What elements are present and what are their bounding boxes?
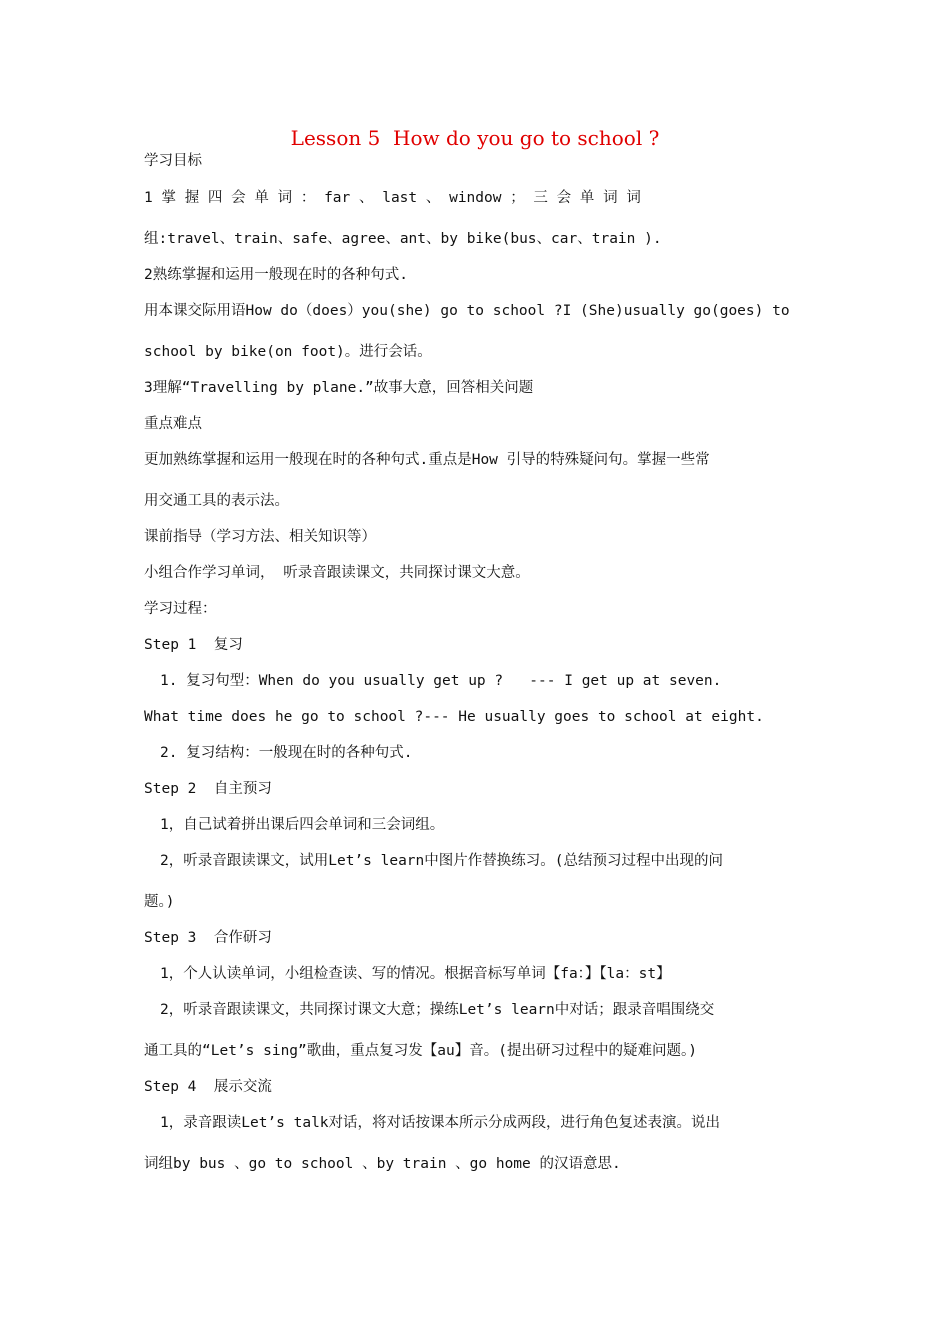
step-1-item-1: 1. 复习句型：When do you usually get up ? --- I get up at seven.	[160, 673, 722, 689]
step-2-item-1: 1，自己试着拼出课后四会单词和三会词组。	[160, 817, 445, 833]
goal-2: 2熟练掌握和运用一般现在时的各种句式.	[144, 267, 408, 283]
step-4-heading: Step 4 展示交流	[144, 1079, 272, 1095]
step-1-item-2: 2. 复习结构：一般现在时的各种句式.	[160, 745, 413, 761]
step-2-item-2: 2，听录音跟读课文，试用Let’s learn中图片作替换练习。(总结预习过程中出现的问	[160, 853, 723, 869]
step-1-heading: Step 1 复习	[144, 637, 243, 653]
heading-learning-process: 学习过程：	[144, 601, 217, 617]
step-2-heading: Step 2 自主预习	[144, 781, 272, 797]
lesson-title: Lesson 5 How do you go to school ?	[290, 126, 660, 150]
key-points-line-2: 用交通工具的表示法。	[144, 493, 289, 509]
step-3-item-1: 1，个人认读单词，小组检查读、写的情况。根据音标写单词【fa：】【la：st】	[160, 966, 671, 982]
heading-key-points: 重点难点	[144, 416, 202, 432]
heading-learning-goals: 学习目标	[144, 153, 202, 169]
goal-1-line-1: 1 掌 握 四 会 单 词 ： far 、 last 、 window ； 三 会 单 词 词	[144, 190, 641, 206]
pre-class-guide-text: 小组合作学习单词， 听录音跟读课文，共同探讨课文大意。	[144, 565, 530, 581]
step-3-item-2: 2，听录音跟读课文，共同探讨课文大意；操练Let’s learn中对话；跟录音唱围绕交	[160, 1002, 715, 1018]
step-3-item-2-cont: 通工具的“Let’s sing”歌曲，重点复习发【au】音。(提出研习过程中的疑难问题。)	[144, 1043, 697, 1059]
step-3-heading: Step 3 合作研习	[144, 930, 272, 946]
step-2-item-2-cont: 题。)	[144, 894, 175, 910]
goal-3: 3理解“Travelling by plane.”故事大意，回答相关问题	[144, 380, 534, 396]
step-4-item-1: 1，录音跟读Let’s talk对话，将对话按课本所示分成两段，进行角色复述表演。说出	[160, 1115, 721, 1131]
step-1-item-1-cont: What time does he go to school ?--- He usually goes to school at eight.	[144, 709, 764, 725]
heading-pre-class-guide: 课前指导（学习方法、相关知识等）	[144, 529, 376, 545]
goal-1-line-2: 组:travel、train、safe、agree、ant、by bike(bus、car、train ).	[144, 231, 662, 247]
step-4-item-1-cont: 词组by bus 、go to school 、by train 、go home 的汉语意思.	[144, 1156, 621, 1172]
goal-2-dialogue-line-2: school by bike(on foot)。进行会话。	[144, 344, 432, 360]
goal-2-dialogue-line-1: 用本课交际用语How do（does）you(she) go to school ?I (She)usually go(goes) to	[144, 303, 790, 319]
key-points-line-1: 更加熟练掌握和运用一般现在时的各种句式.重点是How 引导的特殊疑问句。掌握一些常	[144, 452, 710, 468]
